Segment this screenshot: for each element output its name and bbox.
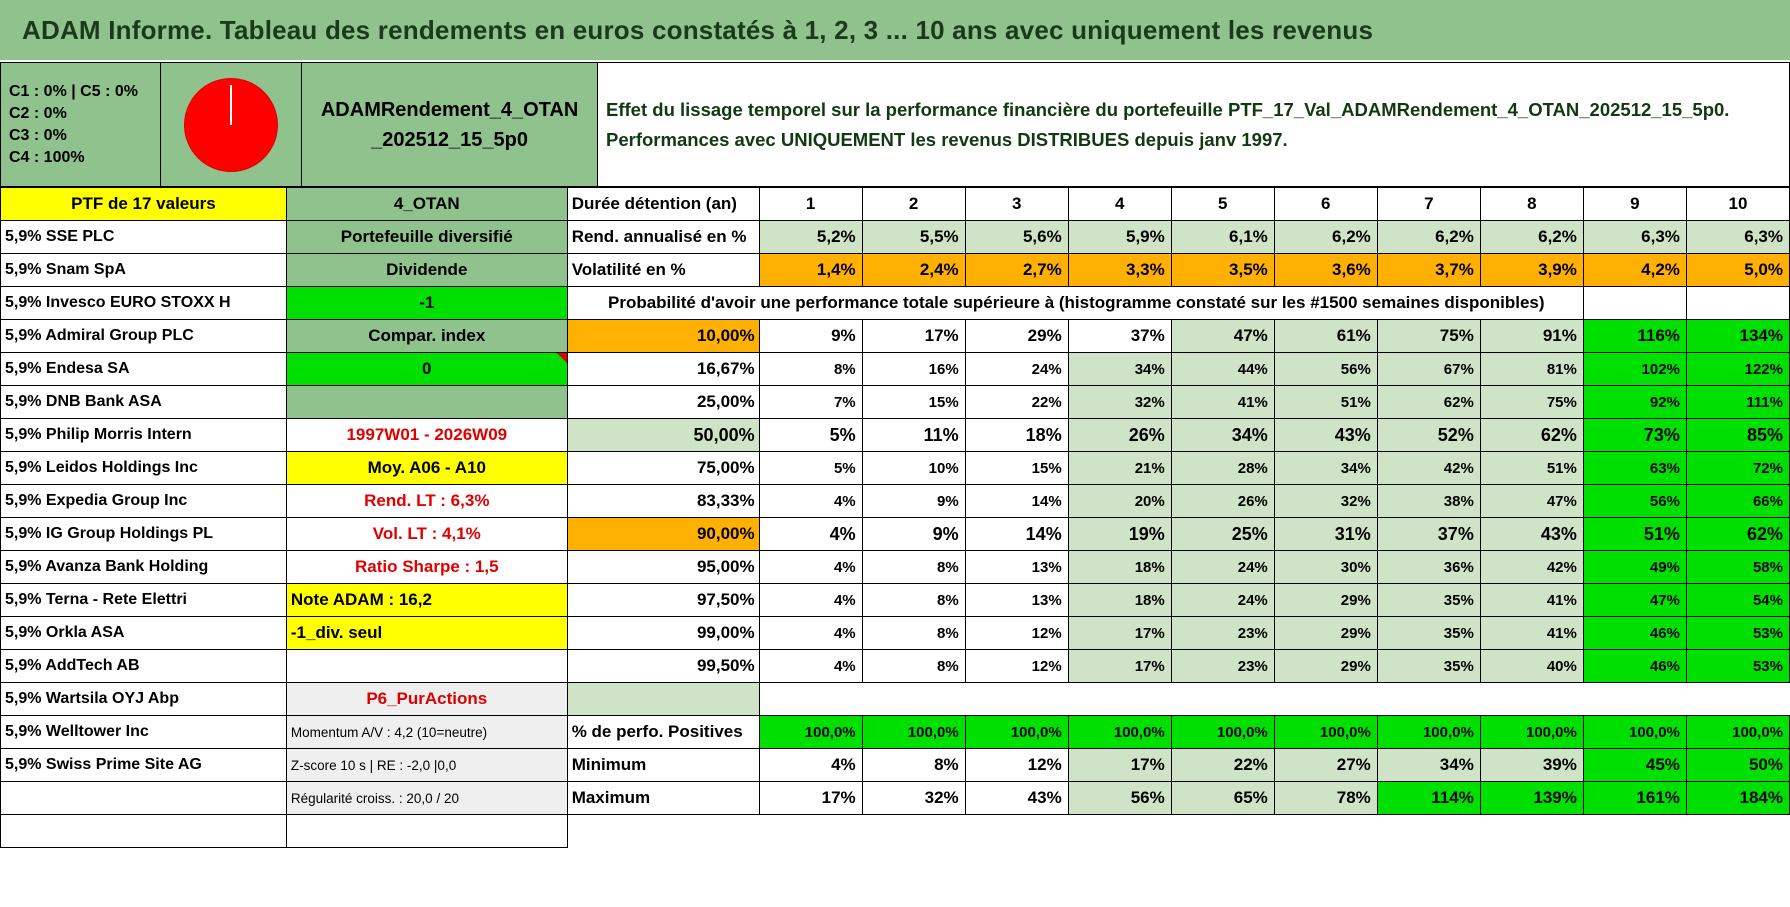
proba-2-9: 102% [1583, 353, 1686, 386]
proba-6-3: 14% [965, 485, 1068, 518]
threshold-2: 16,67% [567, 353, 759, 386]
mid-row-8: Moy. A06 - A10 [286, 452, 567, 485]
proba-10-9: 46% [1583, 617, 1686, 650]
proba-9-10: 54% [1686, 584, 1789, 617]
proba-1-8: 91% [1480, 320, 1583, 353]
rend-1: 5,2% [759, 221, 862, 254]
proba-7-9: 51% [1583, 518, 1686, 551]
proba-banner: Probabilité d'avoir une performance totale supérieure à (histogramme constaté sur les #1500 semaines disponibles) [567, 287, 1583, 320]
vol-5: 3,5% [1171, 254, 1274, 287]
proba-8-10: 58% [1686, 551, 1789, 584]
mid-row-14 [286, 650, 567, 683]
proba-1-3: 29% [965, 320, 1068, 353]
min-4: 17% [1068, 749, 1171, 782]
holding-1: 5,9% SSE PLC [1, 221, 287, 254]
proba-2-5: 44% [1171, 353, 1274, 386]
spacer-2 [862, 683, 965, 716]
max-8: 139% [1480, 782, 1583, 815]
proba-9-8: 41% [1480, 584, 1583, 617]
proba-6-9: 56% [1583, 485, 1686, 518]
proba-11-1: 4% [759, 650, 862, 683]
proba-3-8: 75% [1480, 386, 1583, 419]
mid-row-17: Z-score 10 s | RE : -2,0 |0,0 [286, 749, 567, 782]
spacer-6 [1274, 683, 1377, 716]
proba-11-4: 17% [1068, 650, 1171, 683]
proba-1-6: 61% [1274, 320, 1377, 353]
pie-chart-icon [184, 78, 278, 172]
pos-10: 100,0% [1686, 716, 1789, 749]
proba-10-8: 41% [1480, 617, 1583, 650]
threshold-6: 83,33% [567, 485, 759, 518]
proba-6-1: 4% [759, 485, 862, 518]
proba-8-3: 13% [965, 551, 1068, 584]
holding-17: 5,9% Swiss Prime Site AG [1, 749, 287, 782]
bottom-9 [1583, 815, 1686, 848]
proba-2-3: 24% [965, 353, 1068, 386]
proba-3-10: 111% [1686, 386, 1789, 419]
mid-header: 4_OTAN [286, 188, 567, 221]
min-9: 45% [1583, 749, 1686, 782]
bottom-3 [965, 815, 1068, 848]
pos-5: 100,0% [1171, 716, 1274, 749]
mid-row-10: Vol. LT : 4,1% [286, 518, 567, 551]
threshold-7: 90,00% [567, 518, 759, 551]
table-row [1, 452, 1790, 485]
proba-7-1: 4% [759, 518, 862, 551]
proba-5-6: 34% [1274, 452, 1377, 485]
proba-1-5: 47% [1171, 320, 1274, 353]
max-3: 43% [965, 782, 1068, 815]
vol-label: Volatilité en % [567, 254, 759, 287]
max-5: 65% [1171, 782, 1274, 815]
allocation-line-4: C4 : 100% [9, 148, 85, 166]
table-row [1, 584, 1790, 617]
proba-3-7: 62% [1377, 386, 1480, 419]
proba-6-8: 47% [1480, 485, 1583, 518]
proba-5-8: 51% [1480, 452, 1583, 485]
spacer-4 [1068, 683, 1171, 716]
min-2: 8% [862, 749, 965, 782]
bottom-8 [1480, 815, 1583, 848]
spacer-1 [759, 683, 862, 716]
table-row [1, 353, 1790, 386]
spacer-5 [1171, 683, 1274, 716]
proba-6-4: 20% [1068, 485, 1171, 518]
mid-row-11: Ratio Sharpe : 1,5 [286, 551, 567, 584]
proba-4-6: 43% [1274, 419, 1377, 452]
proba-8-4: 18% [1068, 551, 1171, 584]
col-header-4: 4 [1068, 188, 1171, 221]
threshold-3: 25,00% [567, 386, 759, 419]
rend-label: Rend. annualisé en % [567, 221, 759, 254]
max-9: 161% [1583, 782, 1686, 815]
holding-4: 5,9% Admiral Group PLC [1, 320, 287, 353]
proba-banner-spacer [1583, 287, 1686, 320]
proba-8-6: 30% [1274, 551, 1377, 584]
max-7: 114% [1377, 782, 1480, 815]
bottom-4 [1068, 815, 1171, 848]
proba-5-10: 72% [1686, 452, 1789, 485]
report-title-bar [0, 0, 1790, 62]
pos-3: 100,0% [965, 716, 1068, 749]
proba-6-10: 66% [1686, 485, 1789, 518]
col-header-8: 8 [1480, 188, 1583, 221]
main-grid [0, 187, 1790, 848]
holding-2: 5,9% Snam SpA [1, 254, 287, 287]
max-2: 32% [862, 782, 965, 815]
proba-5-2: 10% [862, 452, 965, 485]
mid-row-3: -1 [286, 287, 567, 320]
holding-6: 5,9% DNB Bank ASA [1, 386, 287, 419]
threshold-5: 75,00% [567, 452, 759, 485]
spacer-9 [1583, 683, 1686, 716]
spacer-3 [965, 683, 1068, 716]
rend-4: 5,9% [1068, 221, 1171, 254]
threshold-1: 10,00% [567, 320, 759, 353]
mid-row-16: Momentum A/V : 4,2 (10=neutre) [286, 716, 567, 749]
min-3: 12% [965, 749, 1068, 782]
proba-7-4: 19% [1068, 518, 1171, 551]
rend-2: 5,5% [862, 221, 965, 254]
holding-11: 5,9% Avanza Bank Holding [1, 551, 287, 584]
proba-11-8: 40% [1480, 650, 1583, 683]
holding-9: 5,9% Expedia Group Inc [1, 485, 287, 518]
ptf-header: PTF de 17 valeurs [1, 188, 287, 221]
proba-2-6: 56% [1274, 353, 1377, 386]
allocation-line-3: C3 : 0% [9, 126, 67, 144]
mid-row-15: P6_PurActions [286, 683, 567, 716]
rend-5: 6,1% [1171, 221, 1274, 254]
bottom-2 [862, 815, 965, 848]
proba-10-2: 8% [862, 617, 965, 650]
proba-2-1: 8% [759, 353, 862, 386]
min-8: 39% [1480, 749, 1583, 782]
pos-9: 100,0% [1583, 716, 1686, 749]
proba-banner-spacer-2 [1686, 287, 1789, 320]
vol-9: 4,2% [1583, 254, 1686, 287]
proba-10-4: 17% [1068, 617, 1171, 650]
min-7: 34% [1377, 749, 1480, 782]
holding-10: 5,9% IG Group Holdings PL [1, 518, 287, 551]
vol-10: 5,0% [1686, 254, 1789, 287]
minimum-label: Minimum [567, 749, 759, 782]
table-row [1, 518, 1790, 551]
allocation-summary [1, 63, 161, 187]
vol-2: 2,4% [862, 254, 965, 287]
proba-4-8: 62% [1480, 419, 1583, 452]
mid-row-9: Rend. LT : 6,3% [286, 485, 567, 518]
proba-4-5: 34% [1171, 419, 1274, 452]
max-4: 56% [1068, 782, 1171, 815]
proba-11-6: 29% [1274, 650, 1377, 683]
holding-8: 5,9% Leidos Holdings Inc [1, 452, 287, 485]
proba-7-3: 14% [965, 518, 1068, 551]
bottom-lbl-empty [567, 815, 759, 848]
allocation-line-1: C1 : 0% | C5 : 0% [9, 82, 138, 100]
mid-row-1: Portefeuille diversifié [286, 221, 567, 254]
table-row [1, 551, 1790, 584]
proba-8-1: 4% [759, 551, 862, 584]
proba-4-10: 85% [1686, 419, 1789, 452]
proba-2-10: 122% [1686, 353, 1789, 386]
table-row [1, 650, 1790, 683]
pos-6: 100,0% [1274, 716, 1377, 749]
table-header-row [1, 188, 1790, 221]
table-row [1, 419, 1790, 452]
proba-7-2: 9% [862, 518, 965, 551]
proba-6-6: 32% [1274, 485, 1377, 518]
portfolio-name-line-1: ADAMRendement_4_OTAN [320, 98, 579, 121]
table-row [1, 386, 1790, 419]
proba-11-7: 35% [1377, 650, 1480, 683]
proba-3-5: 41% [1171, 386, 1274, 419]
vol-3: 2,7% [965, 254, 1068, 287]
maximum-label: Maximum [567, 782, 759, 815]
bottom-5 [1171, 815, 1274, 848]
proba-8-8: 42% [1480, 551, 1583, 584]
proba-5-1: 5% [759, 452, 862, 485]
pos-4: 100,0% [1068, 716, 1171, 749]
proba-4-4: 26% [1068, 419, 1171, 452]
mid-row-4: Compar. index [286, 320, 567, 353]
rend-8: 6,2% [1480, 221, 1583, 254]
mid-row-18: Régularité croiss. : 20,0 / 20 [286, 782, 567, 815]
spacer-10 [1686, 683, 1789, 716]
max-10: 184% [1686, 782, 1789, 815]
holding-18 [1, 782, 287, 815]
proba-1-10: 134% [1686, 320, 1789, 353]
proba-8-2: 8% [862, 551, 965, 584]
vol-4: 3,3% [1068, 254, 1171, 287]
holding-13: 5,9% Orkla ASA [1, 617, 287, 650]
min-10: 50% [1686, 749, 1789, 782]
threshold-4: 50,00% [567, 419, 759, 452]
proba-5-7: 42% [1377, 452, 1480, 485]
proba-4-1: 5% [759, 419, 862, 452]
holding-12: 5,9% Terna - Rete Elettri [1, 584, 287, 617]
spacer-7 [1377, 683, 1480, 716]
proba-10-6: 29% [1274, 617, 1377, 650]
description-line-1: Effet du lissage temporel sur la performance financière du portefeuille PTF_17_Val_ADAMRendement_4_OTAN_202512_15_5p0. [606, 98, 1730, 120]
proba-4-3: 18% [965, 419, 1068, 452]
proba-1-7: 75% [1377, 320, 1480, 353]
col-header-10: 10 [1686, 188, 1789, 221]
proba-9-6: 29% [1274, 584, 1377, 617]
col-header-2: 2 [862, 188, 965, 221]
duration-header: Durée détention (an) [567, 188, 759, 221]
col-header-3: 3 [965, 188, 1068, 221]
table-row [1, 617, 1790, 650]
proba-11-9: 46% [1583, 650, 1686, 683]
proba-5-9: 63% [1583, 452, 1686, 485]
proba-9-9: 47% [1583, 584, 1686, 617]
max-6: 78% [1274, 782, 1377, 815]
proba-3-3: 22% [965, 386, 1068, 419]
proba-4-7: 52% [1377, 419, 1480, 452]
proba-1-9: 116% [1583, 320, 1686, 353]
rend-10: 6,3% [1686, 221, 1789, 254]
proba-3-6: 51% [1274, 386, 1377, 419]
col-header-1: 1 [759, 188, 862, 221]
table-row [1, 320, 1790, 353]
proba-11-10: 53% [1686, 650, 1789, 683]
bottom-7 [1377, 815, 1480, 848]
threshold-10: 99,00% [567, 617, 759, 650]
max-1: 17% [759, 782, 862, 815]
min-1: 4% [759, 749, 862, 782]
proba-9-1: 4% [759, 584, 862, 617]
proba-11-3: 12% [965, 650, 1068, 683]
table-row [1, 716, 1790, 749]
threshold-8: 95,00% [567, 551, 759, 584]
description-line-2: Performances avec UNIQUEMENT les revenus DISTRIBUES depuis janv 1997. [606, 128, 1288, 150]
proba-10-5: 23% [1171, 617, 1274, 650]
proba-7-5: 25% [1171, 518, 1274, 551]
mid-row-7: 1997W01 - 2026W09 [286, 419, 567, 452]
col-header-5: 5 [1171, 188, 1274, 221]
bottom-6 [1274, 815, 1377, 848]
min-6: 27% [1274, 749, 1377, 782]
proba-4-9: 73% [1583, 419, 1686, 452]
proba-9-7: 35% [1377, 584, 1480, 617]
header-block [0, 62, 1790, 187]
proba-8-9: 49% [1583, 551, 1686, 584]
proba-10-3: 12% [965, 617, 1068, 650]
table-row [1, 683, 1790, 716]
vol-8: 3,9% [1480, 254, 1583, 287]
proba-10-7: 35% [1377, 617, 1480, 650]
proba-3-9: 92% [1583, 386, 1686, 419]
proba-11-2: 8% [862, 650, 965, 683]
proba-9-4: 18% [1068, 584, 1171, 617]
proba-2-7: 67% [1377, 353, 1480, 386]
mid-row-12: Note ADAM : 16,2 [286, 584, 567, 617]
table-row [1, 485, 1790, 518]
table-row [1, 254, 1790, 287]
vol-7: 3,7% [1377, 254, 1480, 287]
holding-15: 5,9% Wartsila OYJ Abp [1, 683, 287, 716]
rend-6: 6,2% [1274, 221, 1377, 254]
pos-2: 100,0% [862, 716, 965, 749]
proba-3-1: 7% [759, 386, 862, 419]
vol-1: 1,4% [759, 254, 862, 287]
proba-8-7: 36% [1377, 551, 1480, 584]
proba-3-2: 15% [862, 386, 965, 419]
proba-7-7: 37% [1377, 518, 1480, 551]
proba-5-4: 21% [1068, 452, 1171, 485]
proba-7-10: 62% [1686, 518, 1789, 551]
pos-1: 100,0% [759, 716, 862, 749]
col-header-7: 7 [1377, 188, 1480, 221]
proba-8-5: 24% [1171, 551, 1274, 584]
spacer-8 [1480, 683, 1583, 716]
holding-16: 5,9% Welltower Inc [1, 716, 287, 749]
holding-5: 5,9% Endesa SA [1, 353, 287, 386]
proba-2-4: 34% [1068, 353, 1171, 386]
proba-2-8: 81% [1480, 353, 1583, 386]
proba-9-2: 8% [862, 584, 965, 617]
proba-1-1: 9% [759, 320, 862, 353]
table-row [1, 287, 1790, 320]
pos-8: 100,0% [1480, 716, 1583, 749]
proba-9-3: 13% [965, 584, 1068, 617]
proba-7-8: 43% [1480, 518, 1583, 551]
proba-7-6: 31% [1274, 518, 1377, 551]
proba-6-7: 38% [1377, 485, 1480, 518]
pos-7: 100,0% [1377, 716, 1480, 749]
proba-6-5: 26% [1171, 485, 1274, 518]
proba-11-5: 23% [1171, 650, 1274, 683]
mid-row-6 [286, 386, 567, 419]
threshold-11: 99,50% [567, 650, 759, 683]
allocation-pie-cell [160, 63, 302, 187]
threshold-9: 97,50% [567, 584, 759, 617]
bottom-mid-empty [286, 815, 567, 848]
mid-row-2: Dividende [286, 254, 567, 287]
proba-1-4: 37% [1068, 320, 1171, 353]
bottom-1 [759, 815, 862, 848]
page-title: ADAM Informe. Tableau des rendements en euros constatés à 1, 2, 3 ... 10 ans avec uniquement les revenus [22, 14, 1374, 45]
portfolio-name-cell [302, 63, 598, 187]
bottom-10 [1686, 815, 1789, 848]
spacer-label [567, 683, 759, 716]
table-row [1, 221, 1790, 254]
proba-2-2: 16% [862, 353, 965, 386]
rend-7: 6,2% [1377, 221, 1480, 254]
proba-5-3: 15% [965, 452, 1068, 485]
portfolio-name-line-2: _202512_15_5p0 [371, 128, 528, 151]
bottom-left-empty [1, 815, 287, 848]
holding-7: 5,9% Philip Morris Intern [1, 419, 287, 452]
holding-3: 5,9% Invesco EURO STOXX H [1, 287, 287, 320]
col-header-9: 9 [1583, 188, 1686, 221]
col-header-6: 6 [1274, 188, 1377, 221]
table-row [1, 815, 1790, 848]
proba-9-5: 24% [1171, 584, 1274, 617]
proba-5-5: 28% [1171, 452, 1274, 485]
proba-10-10: 53% [1686, 617, 1789, 650]
positives-label: % de perfo. Positives [567, 716, 759, 749]
proba-4-2: 11% [862, 419, 965, 452]
proba-6-2: 9% [862, 485, 965, 518]
holding-14: 5,9% AddTech AB [1, 650, 287, 683]
proba-1-2: 17% [862, 320, 965, 353]
mid-row-5: 0 [286, 353, 567, 386]
report-description [598, 63, 1790, 187]
table-row [1, 749, 1790, 782]
mid-row-13: -1_div. seul [286, 617, 567, 650]
allocation-line-2: C2 : 0% [9, 104, 67, 122]
rend-9: 6,3% [1583, 221, 1686, 254]
proba-10-1: 4% [759, 617, 862, 650]
proba-3-4: 32% [1068, 386, 1171, 419]
rend-3: 5,6% [965, 221, 1068, 254]
min-5: 22% [1171, 749, 1274, 782]
table-row [1, 782, 1790, 815]
vol-6: 3,6% [1274, 254, 1377, 287]
